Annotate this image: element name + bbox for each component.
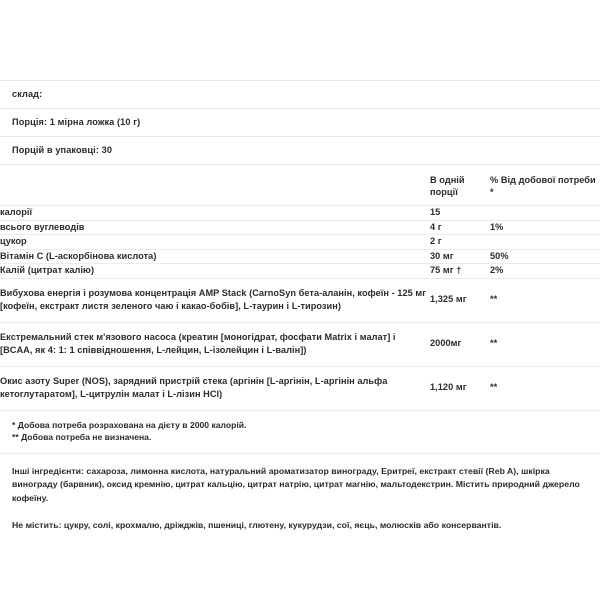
nutrient-name: Калій (цитрат калію) <box>0 265 95 275</box>
table-row <box>0 366 600 410</box>
nutrient-amount: 30 мг <box>430 250 454 261</box>
nutrient-amount: 1,325 мг <box>430 294 467 305</box>
nutrient-daily-value <box>490 235 600 250</box>
footnote-double-star: ** Добова потреба не визначена. <box>12 432 152 442</box>
nutrient-name: всього вуглеводів <box>0 221 85 232</box>
nutrient-daily-value: 1% <box>490 221 504 232</box>
nutrient-amount: 2 г <box>430 236 442 246</box>
header-amount-cell: В одній порції <box>430 175 465 197</box>
table-row <box>0 206 600 221</box>
serving-size-row: Порція: 1 мірна ложка (10 г) <box>12 117 141 127</box>
nutrient-daily-value: ** <box>490 294 498 305</box>
nutrient-amount: 2000мг <box>430 338 462 349</box>
free-from-paragraph: Не містить: цукру, солі, крохмалю, дріжджів, пшениці, глютену, кукурудзи, сої, яєць, молюсків або консервантів. <box>12 520 502 530</box>
table-row <box>0 322 600 366</box>
nutrient-name: Вибухова енергія і розумова концентрація AMP Stack (CarnoSyn бета-аланін, кофеїн - 125 мг [кофеїн, екстракт листя зеленого чаю і какао-бобів], L-таурин і L-тирозин) <box>0 287 427 311</box>
other-ingredients-paragraph: Інші інгредієнти: сахароза, лимонна кислота, натуральний ароматизатор винограду, Еритреї, екстракт стевії (Reb A), шкірка винограду (барвник), оксид кремнію, цитрат кальцію, цитрат натрію, цитрат магнію, мальтодекстрин. Містить природний джерело кофеїну. <box>12 465 580 503</box>
nutrient-amount: 4 г <box>430 221 442 232</box>
nutrition-facts-table <box>0 165 600 411</box>
nutrient-amount: 1,120 мг <box>430 382 467 393</box>
footnote-single-star: * Добова потреба розрахована на дієту в 2000 калорій. <box>12 419 247 430</box>
table-row <box>0 235 600 250</box>
table-row <box>0 249 600 264</box>
nutrient-daily-value <box>490 206 600 221</box>
servings-per-container-row: Порцій в упаковці: 30 <box>12 145 113 155</box>
nutrient-daily-value: ** <box>490 382 498 393</box>
table-row <box>0 264 600 279</box>
nutrient-amount: 15 <box>430 207 441 217</box>
header-daily-value-cell: % Від добової потреби * <box>490 175 596 197</box>
nutrient-name: цукор <box>0 236 27 246</box>
nutrient-name: Вітамін С (L-аскорбінова кислота) <box>0 250 157 261</box>
table-row <box>0 220 600 235</box>
nutrient-daily-value: 2% <box>490 265 504 275</box>
table-header-row <box>0 165 600 206</box>
ingredients-label: склад: <box>12 89 43 99</box>
header-name-cell <box>0 165 430 206</box>
table-body <box>0 165 600 410</box>
nutrient-name: Екстремальний стек м'язового насоса (креатин [моногідрат, фосфати Matrix і малат] і [BCAA, як 4: 1: 1 співвідношення, L-лейцин, L-ізолейцин і L-валін]) <box>0 331 396 355</box>
nutrient-daily-value: 50% <box>490 250 509 261</box>
nutrient-name: Окис азоту Super (NOS), зарядний пристрій стека (аргінін [L-аргінін, L-аргінін альфа кетоглутаратом], L-цитрулін малат і L-лізин HCl) <box>0 375 388 399</box>
nutrient-daily-value: ** <box>490 338 498 349</box>
table-row <box>0 278 600 322</box>
nutrient-amount: 75 мг † <box>430 265 462 275</box>
nutrient-name: калорії <box>0 207 33 217</box>
footnotes <box>0 411 600 453</box>
